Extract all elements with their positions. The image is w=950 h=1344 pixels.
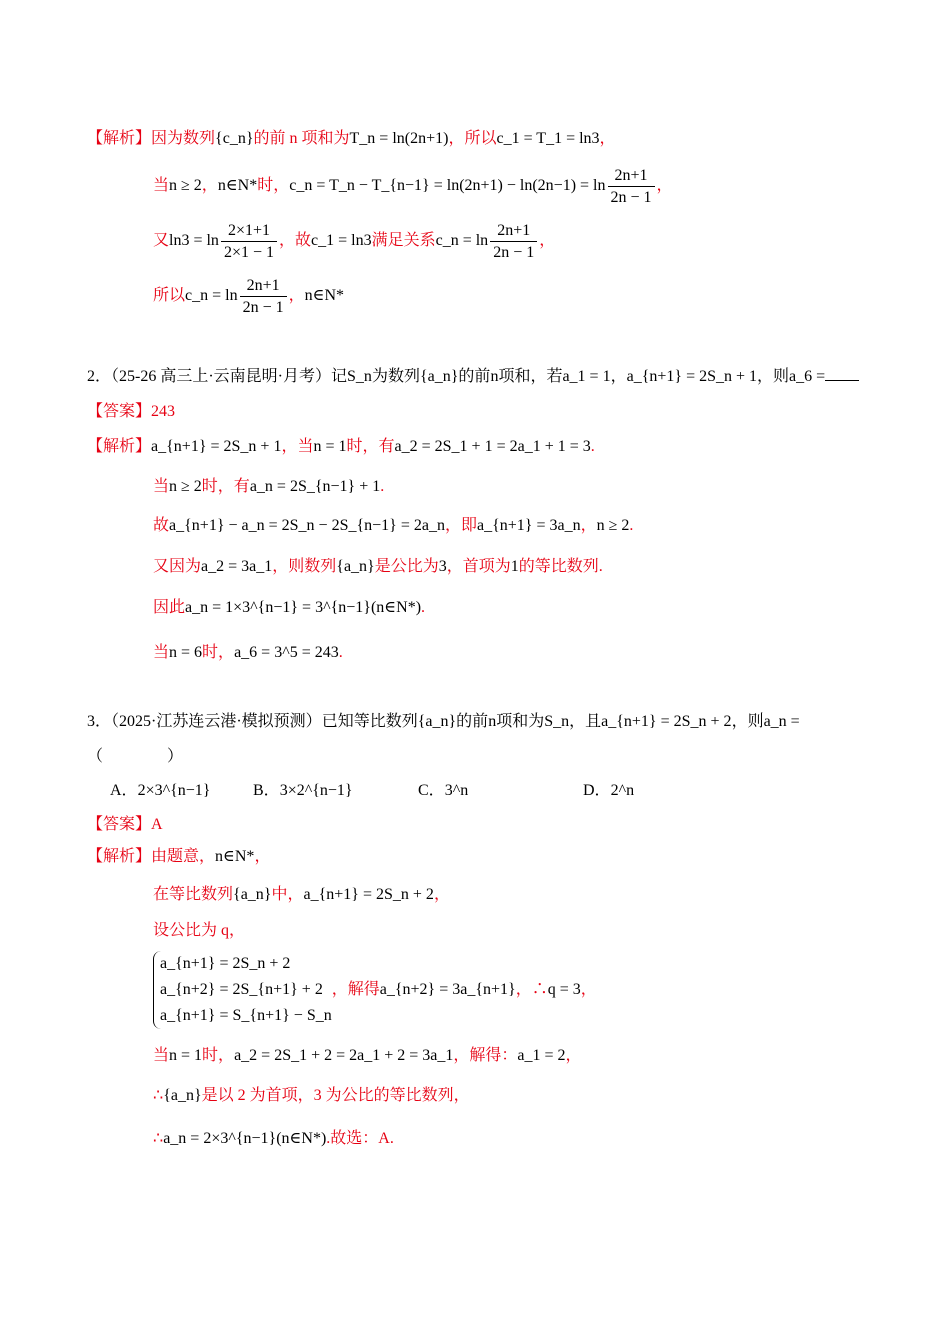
q2-jiexi-l6: 当n = 6时，a_6 = 3^5 = 243.	[153, 644, 343, 661]
q2-jiexi-l2: 当n ≥ 2时，有a_n = 2S_{n−1} + 1.	[153, 478, 385, 495]
q2-jiexi-l4: 又因为a_2 = 3a_1，则数列{a_n}是公比为3，首项为1的等比数列.	[153, 558, 603, 575]
q1-jiexi-line1: 【解析】因为数列{c_n}的前 n 项和为T_n = ln(2n+1)，所以c_1 = T_1 = ln3，	[87, 130, 616, 147]
answer-blank	[825, 364, 859, 381]
q3-jiexi-l1: 【解析】由题意，n∈N*，	[87, 848, 271, 865]
q3-jiexi-l7: ∴a_n = 2×3^{n−1}(n∈N*).故选：A.	[153, 1130, 394, 1147]
option-b[interactable]: B．3×2^{n−1}	[253, 782, 353, 799]
formula: c_1 = T_1 = ln3	[496, 130, 600, 147]
q3-answer	[87, 814, 163, 836]
jiexi-tag: 【解析】	[87, 438, 152, 455]
seq-c: {c_n}	[215, 130, 254, 147]
question-source: （25-26 高三上·云南昆明·月考）	[111, 368, 332, 385]
q1-jiexi-line2: 当n ≥ 2，n∈N*时，c_n = T_n − T_{n−1} = ln(2n+1) − ln(2n−1) = ln $\frac{2n+1}{2n - 1}$ ，	[153, 166, 673, 206]
q3-jiexi-l3: 设公比为 q，	[153, 922, 246, 939]
q3-jiexi-l4: a_{n+1} = 2S_n + 2 a_{n+2} = 2S_{n+1} + 2 a_{n+1} = S_{n+1} − S_n ，解得a_{n+2} = 3a_{n+1}，∴q = 3，	[153, 950, 597, 1030]
q3-jiexi-l6: ∴{a_n}是以 2 为首项，3 为公比的等比数列，	[153, 1087, 470, 1104]
fraction: $\frac{2\times 1+1}{2\times 1 - 1}$	[221, 220, 277, 263]
equation-system: a_{n+1} = 2S_n + 2 a_{n+2} = 2S_{n+1} + 2 a_{n+1} = S_{n+1} − S_n	[153, 951, 332, 1029]
q3-paren: （ ）	[87, 748, 184, 765]
jiexi-tag: 【解析】	[87, 848, 152, 865]
fraction: $\frac{2n+1}{2n - 1}$	[240, 275, 287, 318]
q3-jiexi-l2: 在等比数列{a_n}中，a_{n+1} = 2S_n + 2，	[153, 886, 450, 903]
answer-value: 243	[151, 403, 176, 420]
option-c[interactable]: C．3^n	[418, 782, 469, 799]
q2-stem: 2．（25-26 高三上·云南昆明·月考）记S_n为数列{a_n}的前n项和，若a_1 = 1，a_{n+1} = 2S_n + 1，则a_6 =	[87, 364, 859, 388]
q1-jiexi-line4: 所以c_n = ln $\frac{2n+1}{2n - 1}$ ，n∈N*	[153, 276, 345, 316]
q1-jiexi-line3: 又ln3 = ln $\frac{2\times 1+1}{2\times 1 - 1}$ ，故c_1 = ln3满足关系c_n = ln $\frac{2n+1}{2n - 1}$ ，	[153, 221, 556, 261]
q3-jiexi-l5: 当n = 1时，a_2 = 2S_1 + 2 = 2a_1 + 2 = 3a_1，解得：a_1 = 2，	[153, 1047, 582, 1064]
q2-answer	[87, 401, 175, 423]
q2-jiexi-l3: 故a_{n+1} − a_n = 2S_n − 2S_{n−1} = 2a_n，即a_{n+1} = 3a_n，n ≥ 2.	[153, 517, 634, 534]
option-d[interactable]: D．2^n	[583, 782, 635, 799]
fraction: $\frac{2n+1}{2n - 1}$	[608, 165, 655, 208]
formula: c_n = T_n − T_{n−1} = ln(2n+1) − ln(2n−1) = ln	[289, 177, 606, 194]
question-number: 3．	[87, 713, 112, 730]
question-source: （2025·江苏连云港·模拟预测）	[111, 713, 322, 730]
answer-tag: 【答案】	[87, 816, 152, 833]
answer-tag: 【答案】	[87, 403, 152, 420]
q2-jiexi-l5: 因此a_n = 1×3^{n−1} = 3^{n−1}(n∈N*).	[153, 599, 426, 616]
option-a[interactable]: A．2×3^{n−1}	[110, 782, 211, 799]
q3-stem: 3．（2025·江苏连云港·模拟预测）已知等比数列{a_n}的前n项和为S_n，且a_{n+1} = 2S_n + 2，则a_n =	[87, 713, 800, 730]
q2-jiexi-l1: 【解析】a_{n+1} = 2S_n + 1，当n = 1时，有a_2 = 2S_1 + 1 = 2a_1 + 1 = 3.	[87, 438, 595, 455]
formula: T_n = ln(2n+1)	[349, 130, 449, 147]
jiexi-tag: 【解析】	[87, 130, 152, 147]
answer-value: A	[151, 816, 163, 833]
fraction: $\frac{2n+1}{2n - 1}$	[490, 220, 537, 263]
question-number: 2．	[87, 368, 112, 385]
